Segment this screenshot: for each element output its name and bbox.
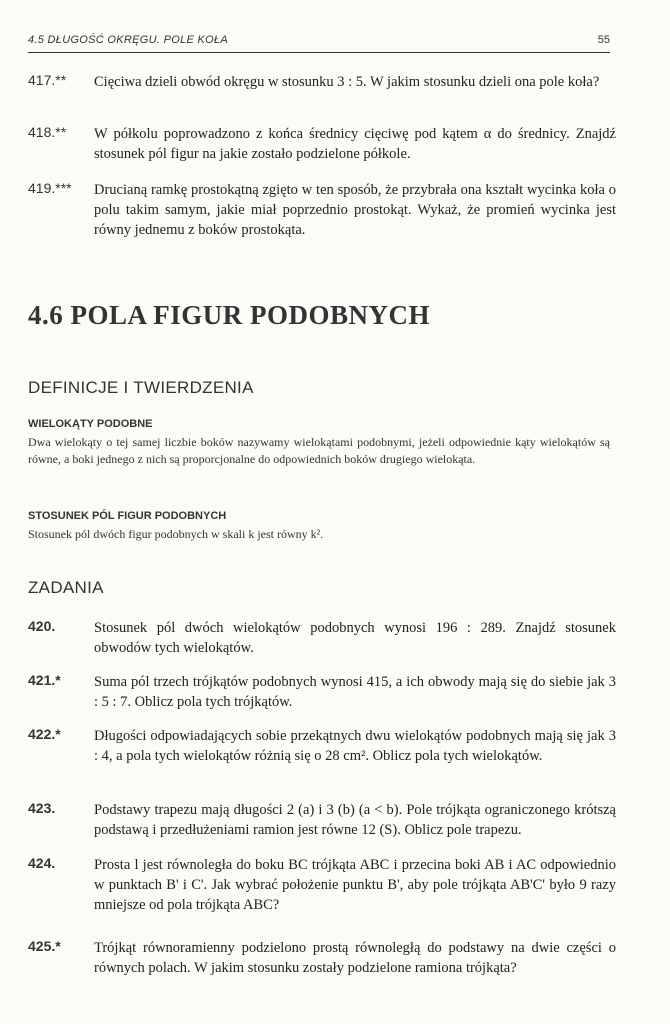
problem-420 (28, 618, 616, 658)
problem-number: 425.* (28, 938, 61, 954)
problem-number: 417.** (28, 72, 67, 88)
definition-title: STOSUNEK PÓL FIGUR PODOBNYCH (28, 510, 227, 522)
problem-text: Stosunek pól dwóch wielokątów podobnych wynosi 196 : 289. Znajdź stosunek obwodów tych wielokątów. (94, 620, 616, 656)
problem-number: 422.* (28, 726, 61, 742)
problem-text: Podstawy trapezu mają długości 2 (a) i 3 (b) (a < b). Pole trójkąta ograniczonego krótszą podstawą i przedłużeniami ramion jest równe 12 (S). Oblicz pole trapezu. (94, 802, 616, 838)
page-header (28, 32, 610, 53)
problem-421 (28, 672, 616, 712)
problem-422 (28, 726, 616, 766)
problem-418 (28, 124, 616, 164)
problem-text: Drucianą ramkę prostokątną zgięto w ten sposób, że przybrała ona kształt wycinka koła o polu takim samym, jakie miał poprzednio prostokąt. Wykaż, że promień wycinka jest równy jednemu z boków prostokąta. (94, 182, 616, 238)
problem-text: W półkolu poprowadzono z końca średnicy cięciwę pod kątem α do średnicy. Znajdź stosunek pól figur na jakie zostało podzielone półkole. (94, 126, 616, 162)
problem-417 (28, 72, 616, 92)
problem-text: Suma pól trzech trójkątów podobnych wynosi 415, a ich obwody mają się do siebie jak 3 : 5 : 7. Oblicz pola tych trójkątów. (94, 674, 616, 710)
problem-text: Trójkąt równoramienny podzielono prostą równoległą do podstawy na dwie części o równych polach. W jakim stosunku zostały podzielone ramiona trójkąta? (94, 940, 616, 976)
problem-number: 419.*** (28, 180, 72, 196)
definition-text: Stosunek pól dwóch figur podobnych w skali k jest równy k². (28, 527, 324, 541)
problem-number: 420. (28, 618, 56, 634)
problem-number: 423. (28, 800, 56, 816)
page-number: 55 (597, 34, 610, 46)
problem-425 (28, 938, 616, 978)
definition-text: Dwa wielokąty o tej samej liczbie boków nazywamy wielokątami podobnymi, jeżeli odpowiednie kąty wielokątów są równe, a boki jednego z nich są proporcjonalne do odpowiednich boków drugiego wielokąta. (28, 435, 610, 466)
problem-number: 424. (28, 855, 56, 871)
problem-423 (28, 800, 616, 840)
problem-424 (28, 855, 616, 915)
problem-number: 418.** (28, 124, 67, 140)
running-title: 4.5 DŁUGOŚĆ OKRĘGU. POLE KOŁA (28, 34, 229, 46)
definitions-heading: DEFINICJE I TWIERDZENIA (28, 378, 254, 397)
tasks-heading: ZADANIA (28, 578, 104, 597)
problem-number: 421.* (28, 672, 61, 688)
problem-text: Cięciwa dzieli obwód okręgu w stosunku 3 : 5. W jakim stosunku dzieli ona pole koła? (94, 74, 600, 90)
problem-419 (28, 180, 616, 240)
problem-text: Długości odpowiadających sobie przekątnych dwu wielokątów podobnych mają się jak 3 : 4, a pola tych wielokątów różnią się o 28 cm². Oblicz pola tych wielokątów. (94, 728, 616, 764)
definition-title: WIELOKĄTY PODOBNE (28, 418, 153, 430)
problem-text: Prosta l jest równoległa do boku BC trójkąta ABC i przecina boki AB i AC odpowiednio w punktach B' i C'. Jak wybrać położenie punktu B', aby pole trójkąta AB'C' było 9 razy mniejsze od pola trójkąta ABC? (94, 857, 616, 913)
section-title: 4.6 POLA FIGUR PODOBNYCH (28, 300, 431, 330)
